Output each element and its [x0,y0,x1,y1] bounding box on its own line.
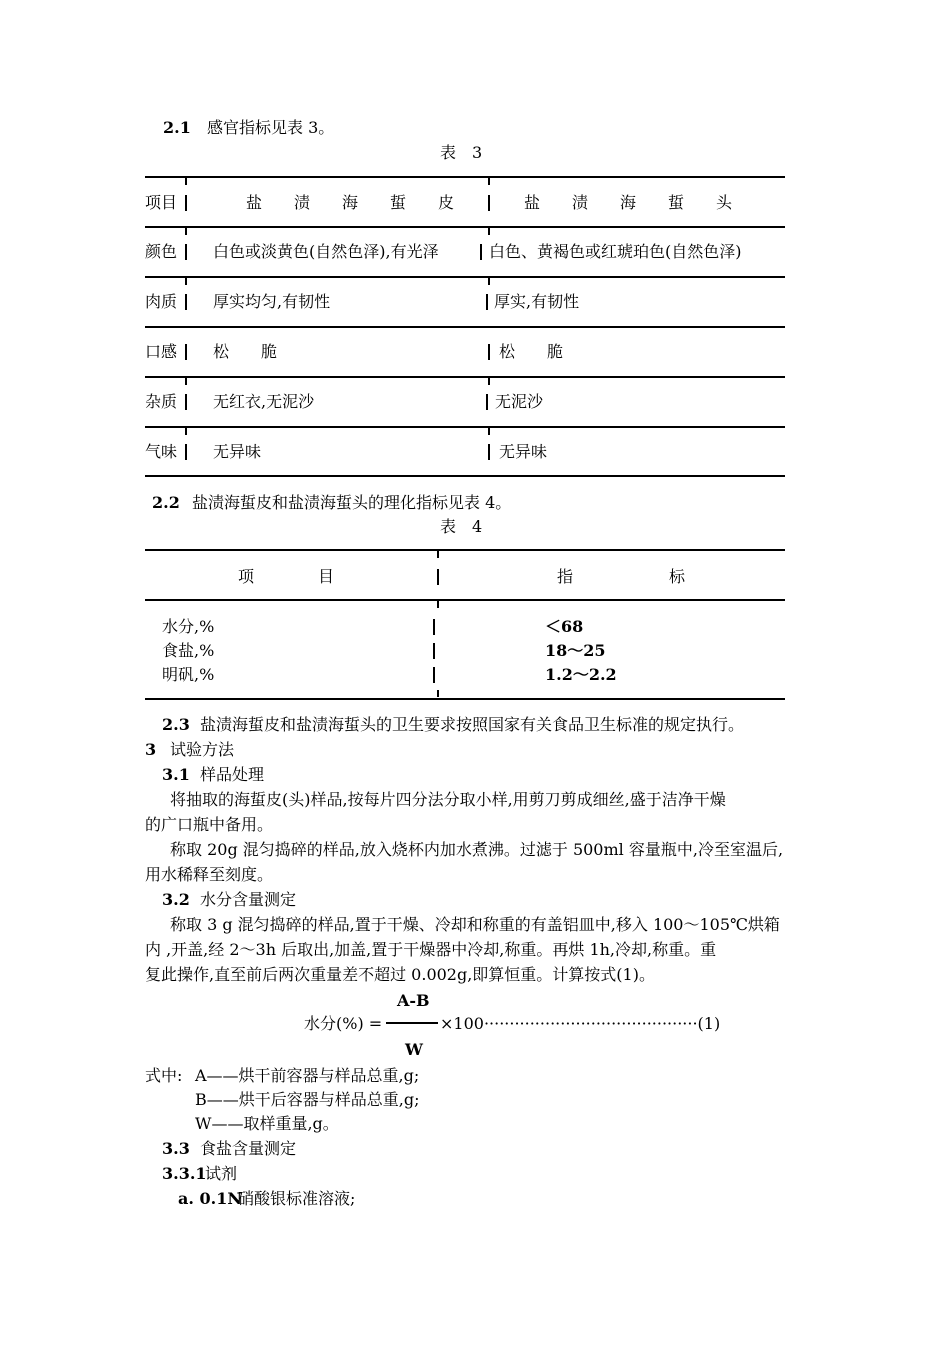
formula-lhs: 水分(%) = [304,1014,383,1033]
section-2-1-number: 2.1 [163,118,191,137]
table-cell: 厚实,有韧性 [494,292,580,311]
table-row-label: 杂质 [145,392,178,411]
table-cell: ＜68 [545,617,584,636]
table-row-label: 食盐,% [162,641,215,660]
section-3-title: 试验方法 [170,740,235,759]
table-4-title: 表 4 [440,517,483,536]
section-2-3-text: 盐渍海蜇皮和盐渍海蜇头的卫生要求按照国家有关食品卫生标准的规定执行。 [200,715,745,734]
table-3-header-item: 项目 [145,193,178,212]
fraction-bar [386,1022,438,1024]
table-3-bottom-rule [145,475,785,477]
reagent-a-number: a. 0.1N [178,1189,242,1208]
table-row-label: 颜色 [145,242,178,261]
section-3-3-1-number: 3.3.1 [162,1164,207,1183]
where-label: 式中: [145,1066,183,1085]
table-3-rule [145,226,785,228]
table-cell: 无异味 [213,442,262,461]
table-4-header-index: 指 标 [557,567,686,586]
where-b: B——烘干后容器与样品总重,g; [195,1090,420,1109]
table-cell: 松 脆 [499,342,564,361]
table-3-header-head: 盐 渍 海 蜇 头 [524,193,733,212]
table-row-label: 口感 [145,342,178,361]
section-3-3-number: 3.3 [162,1139,190,1158]
paragraph-line: 将抽取的海蜇皮(头)样品,按每片四分法分取小样,用剪刀剪成细丝,盛于洁净干燥 [170,790,726,809]
section-2-2-text: 盐渍海蜇皮和盐渍海蜇头的理化指标见表 4。 [192,493,512,512]
table-cell: 无泥沙 [495,392,544,411]
section-2-2-number: 2.2 [152,493,180,512]
section-2-1-text: 感官指标见表 3。 [207,118,335,137]
paragraph-line: 内 ,开盖,经 2～3h 后取出,加盖,置于干燥器中冷却,称重。再烘 1h,冷却,称重。重 [145,940,717,959]
table-4-header-item: 项 目 [238,567,335,586]
reagent-a-text: 硝酸银标准溶液; [238,1189,356,1208]
table-cell: 1.2～2.2 [545,665,617,684]
table-row-label: 气味 [145,442,178,461]
table-row-label: 水分,% [162,617,215,636]
where-a: A——烘干前容器与样品总重,g; [195,1066,420,1085]
table-3-rule [145,426,785,428]
formula-numerator: A-B [397,991,430,1010]
table-3-title: 表 3 [440,143,483,162]
table-cell: 白色或淡黄色(自然色泽),有光泽 [213,242,439,261]
table-3-rule [145,326,785,328]
paragraph-line: 的广口瓶中备用。 [145,815,274,834]
table-cell: 厚实均匀,有韧性 [213,292,331,311]
table-cell: 无红衣,无泥沙 [213,392,315,411]
table-4-top-rule [145,549,785,551]
table-3-rule [145,376,785,378]
table-row-label: 肉质 [145,292,178,311]
table-3-top-rule [145,176,785,178]
paragraph-line: 称取 20g 混匀捣碎的样品,放入烧杯内加水煮沸。过滤于 500ml 容量瓶中,冷至室温后, [170,840,784,859]
where-w: W——取样重量,g。 [195,1114,339,1133]
section-3-3-title: 食盐含量测定 [200,1139,297,1158]
table-cell: 无异味 [499,442,548,461]
section-3-1-number: 3.1 [162,765,190,784]
paragraph-line: 复此操作,直至前后两次重量差不超过 0.002g,即算恒重。计算按式(1)。 [145,965,655,984]
paragraph-line: 称取 3 g 混匀捣碎的样品,置于干燥、冷却和称重的有盖铝皿中,移入 100～105℃烘箱 [170,915,780,934]
section-3-2-title: 水分含量测定 [200,890,297,909]
table-cell: 白色、黄褐色或红琥珀色(自然色泽) [489,242,742,261]
table-4-bottom-rule [145,698,785,700]
table-row-label: 明矾,% [162,665,215,684]
table-4-rule [145,599,785,601]
paragraph-line: 用水稀释至刻度。 [145,865,274,884]
table-3-header-skin: 盐 渍 海 蜇 皮 [246,193,455,212]
table-cell: 18～25 [545,641,606,660]
section-2-3-number: 2.3 [162,715,190,734]
section-3-number: 3 [145,740,157,759]
formula-denominator: W [405,1040,423,1059]
table-3-rule [145,276,785,278]
table-cell: 松 脆 [213,342,278,361]
section-3-1-title: 样品处理 [200,765,265,784]
section-3-2-number: 3.2 [162,890,190,909]
formula-rhs: ×100··········································(1) [440,1014,721,1033]
section-3-3-1-title: 试剂 [205,1164,238,1183]
